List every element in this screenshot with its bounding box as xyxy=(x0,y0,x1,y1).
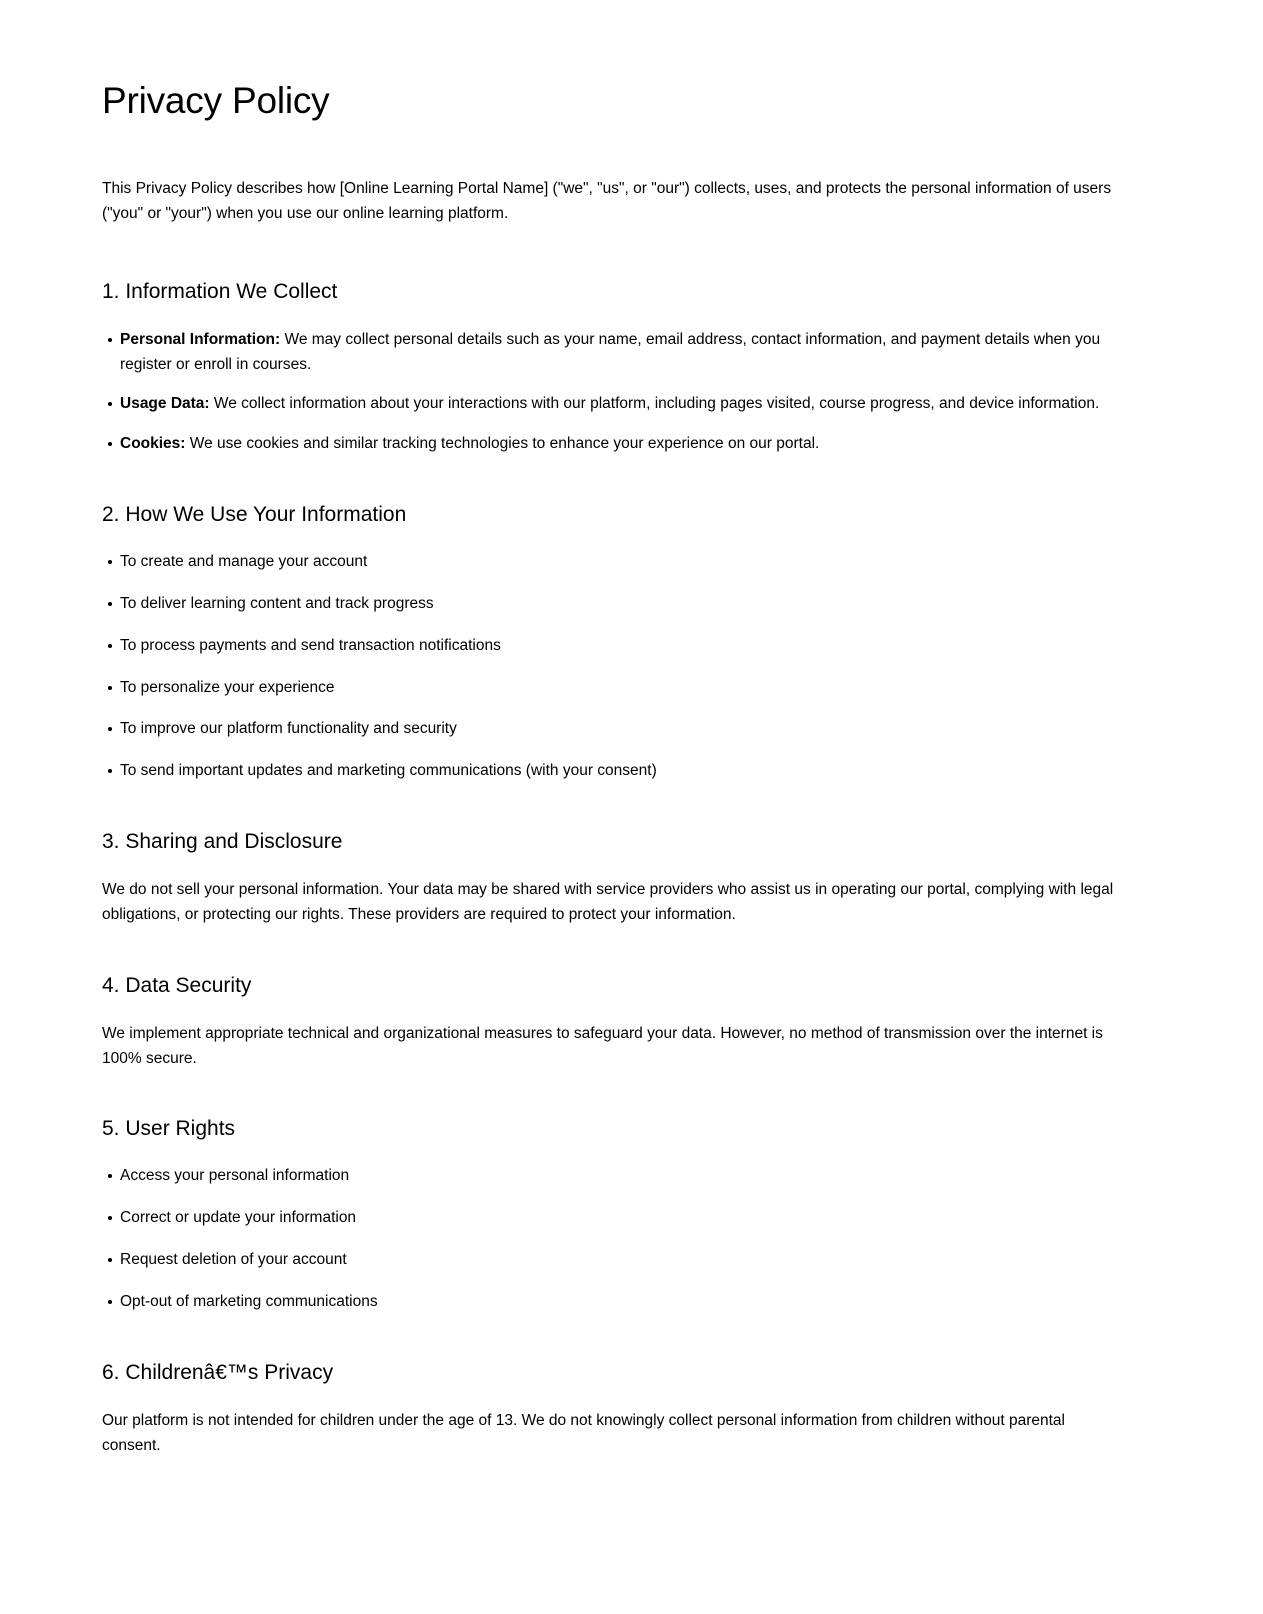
section-paragraph: Our platform is not intended for children under the age of 13. We do not knowingly collect personal information from children without parental consent. xyxy=(102,1411,1065,1454)
section-paragraph: We do not sell your personal information. Your data may be shared with service providers who assist us in operating our portal, complying with legal obligations, or protecting our rights. These providers are required to protect your information. xyxy=(102,881,1114,924)
list-item-text: We collect information about your interactions with our platform, including pages visited, course progress, and device information. xyxy=(209,395,1100,413)
list-item: Opt-out of marketing communications xyxy=(102,1290,1118,1315)
section-how-we-use-your-information xyxy=(102,501,1118,784)
list-item-lead: Cookies: xyxy=(120,435,186,453)
section-information-we-collect xyxy=(102,278,1118,456)
list-item: To process payments and send transaction notifications xyxy=(102,634,1118,659)
list-item: Correct or update your information xyxy=(102,1206,1118,1231)
list-item-text: We use cookies and similar tracking technologies to enhance your experience on our portal. xyxy=(185,435,820,453)
list-item: To deliver learning content and track progress xyxy=(102,592,1118,617)
section-heading: 5. User Rights xyxy=(102,1117,236,1141)
page-title: Privacy Policy xyxy=(102,80,330,121)
section-paragraph: We implement appropriate technical and organizational measures to safeguard your data. However, no method of transmission over the internet is 100% secure. xyxy=(102,1024,1103,1067)
section-heading: 1. Information We Collect xyxy=(102,280,338,304)
section-heading: 3. Sharing and Disclosure xyxy=(102,830,343,854)
list-item: To personalize your experience xyxy=(102,676,1118,701)
section-sharing-and-disclosure xyxy=(102,828,1118,928)
list-item xyxy=(102,392,1118,417)
list-item xyxy=(102,328,1118,378)
how-we-use-list xyxy=(102,550,1118,784)
section-data-security xyxy=(102,972,1118,1072)
information-we-collect-list xyxy=(102,328,1118,457)
section-heading: 2. How We Use Your Information xyxy=(102,502,407,526)
section-user-rights xyxy=(102,1115,1118,1314)
intro-paragraph: This Privacy Policy describes how [Online Learning Portal Name] ("we", "us", or "our") collects, uses, and protects the personal information of users ("you" or "your") when you use our online learning platform. xyxy=(102,180,1112,223)
section-heading: 6. Childrenâ€™s Privacy xyxy=(102,1360,334,1384)
user-rights-list xyxy=(102,1164,1118,1314)
list-item-lead: Usage Data: xyxy=(120,395,210,413)
list-item-text: We may collect personal details such as your name, email address, contact information, and payment details when you register or enroll in courses. xyxy=(120,330,1101,373)
list-item: To improve our platform functionality and security xyxy=(102,717,1118,742)
list-item xyxy=(102,432,1118,457)
list-item: To send important updates and marketing communications (with your consent) xyxy=(102,759,1118,784)
list-item-lead: Personal Information: xyxy=(120,330,281,348)
list-item: Access your personal information xyxy=(102,1164,1118,1189)
section-childrens-privacy xyxy=(102,1359,1118,1459)
list-item: To create and manage your account xyxy=(102,550,1118,575)
list-item: Request deletion of your account xyxy=(102,1248,1118,1273)
section-heading: 4. Data Security xyxy=(102,973,252,997)
